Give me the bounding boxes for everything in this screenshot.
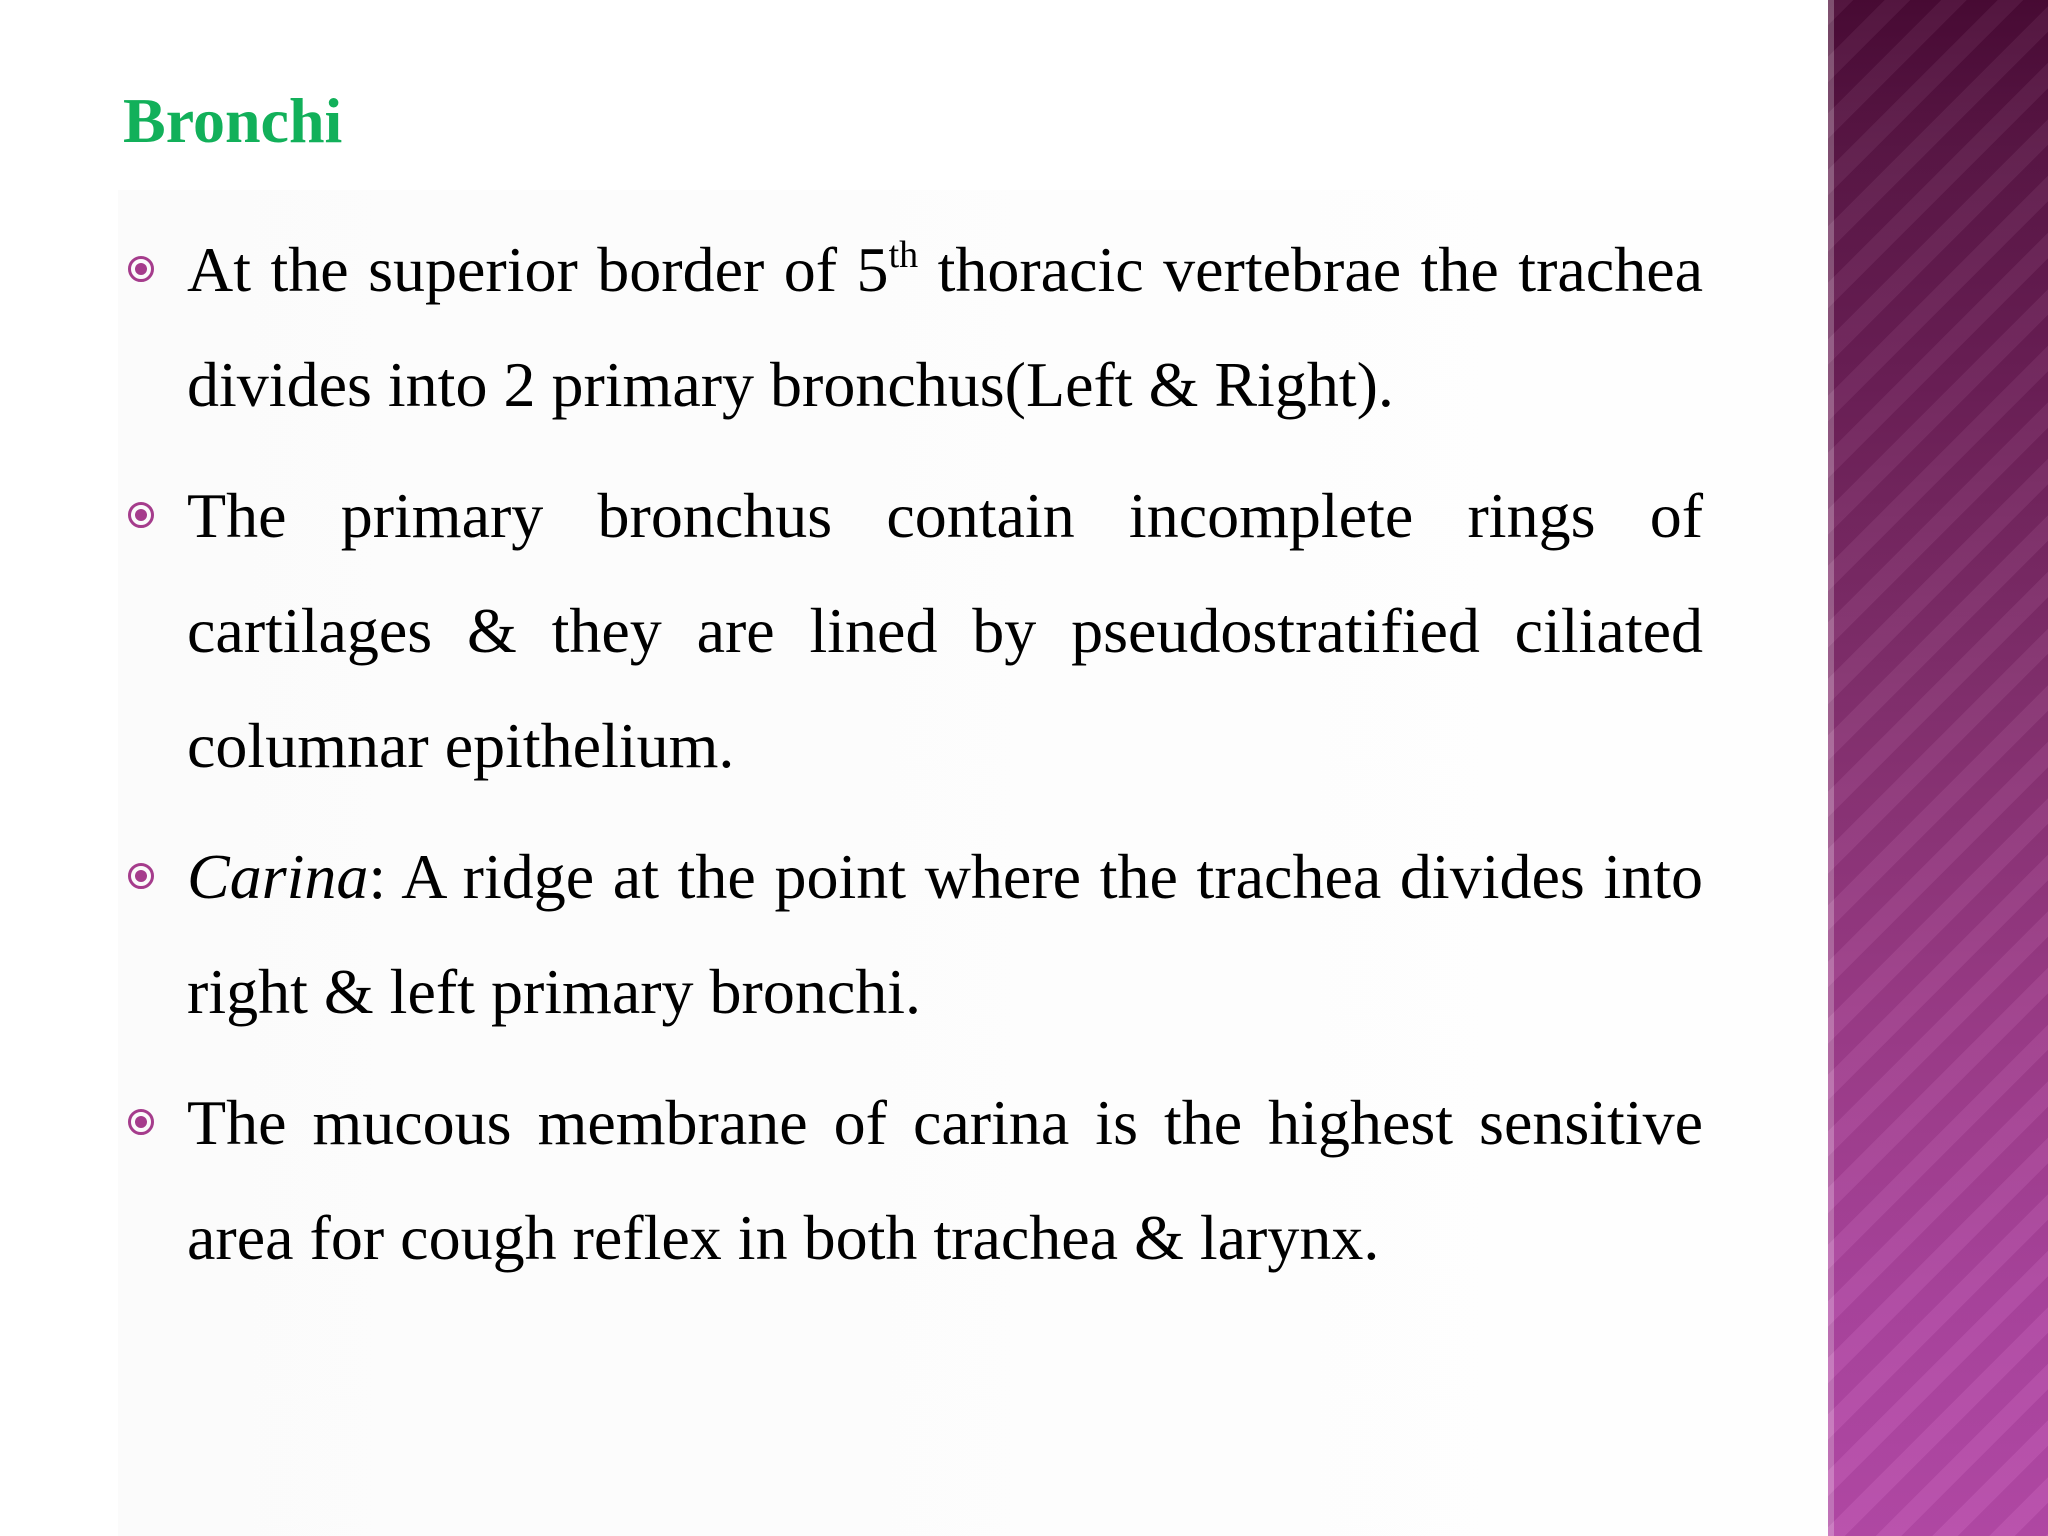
slide-title: Bronchi bbox=[123, 85, 343, 156]
term-carina: Carina bbox=[187, 841, 369, 912]
decorative-side-band bbox=[1828, 0, 2048, 1536]
circled-dot-icon bbox=[127, 862, 155, 890]
circled-dot-icon bbox=[127, 1108, 155, 1136]
bullet-text: The mucous membrane of carina is the highest sensitive area for cough reflex in both trachea & larynx. bbox=[187, 1087, 1703, 1273]
bullet-text: At the superior border of 5 bbox=[187, 234, 889, 305]
bullet-text: : A ridge at the point where the trachea divides into right & left primary bronchi. bbox=[187, 841, 1703, 1027]
bullet-list bbox=[125, 212, 1703, 1311]
bullet-item-3 bbox=[125, 819, 1703, 1049]
bullet-item-2 bbox=[125, 458, 1703, 803]
circled-dot-icon bbox=[127, 501, 155, 529]
bullet-text: The primary bronchus contain incomplete rings of cartilages & they are lined by pseudostratified ciliated columnar epithelium. bbox=[187, 480, 1703, 781]
circled-dot-icon bbox=[127, 255, 155, 283]
bullet-item-4 bbox=[125, 1065, 1703, 1295]
ordinal-superscript: th bbox=[888, 234, 919, 276]
bullet-text: thoracic vertebrae the trachea divides into 2 primary bronchus(Left & Right). bbox=[187, 234, 1704, 420]
bullet-item-1 bbox=[125, 212, 1703, 442]
